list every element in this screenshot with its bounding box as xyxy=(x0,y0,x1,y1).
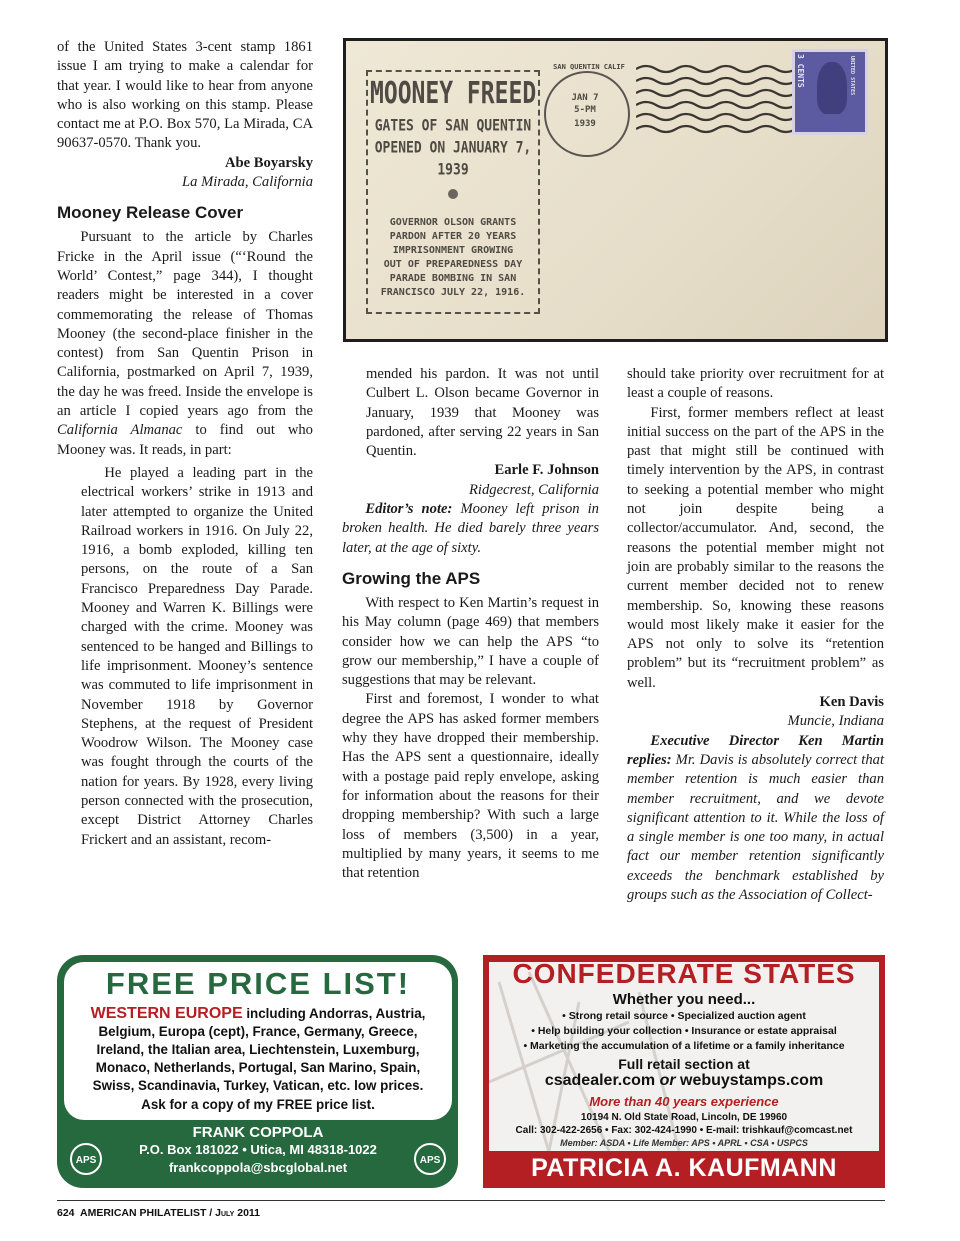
ad-coppola-title: FREE PRICE LIST! xyxy=(105,966,411,1001)
cachet-line: GATES OF SAN QUENTIN xyxy=(374,117,532,136)
ad-kaufmann-bullet: • Strong retail source • Specialized auction agent xyxy=(562,1010,806,1022)
ad-coppola-body: WESTERN EUROPE including Andorras, Austria, Belgium, Europa (cept), France, Germany, Greece, Ireland, the Italian area, Liechtenstein, Luxemburg, Monaco, Netherlands, Portugal, San Marino, Spain, Swiss, Scandinavia, Turkey, Vatican, etc. low prices. xyxy=(90,1005,426,1093)
cachet-line: PARDON AFTER 20 YEARS xyxy=(389,231,517,242)
page-footer xyxy=(57,1207,260,1219)
postmark-town: SAN QUENTIN CALIF xyxy=(553,63,625,71)
block-quote: He played a leading part in the electrical workers’ strike in 1913 and later attempted to organize the United Railroad workers in 1916. On July 22, 1916, a bomb exploded, killing ten persons, on the route of a San Francisco Preparedness Day Parade. Mooney and Warren K. Billings were charged with the crime. Mooney was sentenced to be hanged and Billings to life imprisonment. Mooney’s sentence was commuted to life imprisonment in November 1918 by Governor Stephens, at the request of President Woodrow Wilson. The Mooney case was fought through the courts of the nation for years. By 1928, every living person connected with the prosecution, except District Attorney Charles Frickert and an assistant, recom- xyxy=(81,464,313,848)
ad-coppola-address: P.O. Box 181022 • Utica, MI 48318-1022 xyxy=(139,1142,377,1157)
ad-kaufmann-sub: Whether you need... xyxy=(612,991,756,1008)
cachet-line: 1939 xyxy=(437,161,469,180)
three-cent-stamp: 3 CENTS UNITED STATES xyxy=(792,49,868,135)
signature-name: Earle F. Johnson xyxy=(494,462,599,479)
ad-kaufmann-member: Member: ASDA • Life Member: APS • APRL • CSA • USPCS xyxy=(560,1138,808,1148)
signature-place: La Mirada, California xyxy=(182,174,313,191)
ad-kaufmann-contact: Call: 302-422-2656 • Fax: 302-424-1990 • E-mail: trishkauf@comcast.net xyxy=(515,1125,853,1136)
issue-date: July 2011 xyxy=(215,1207,261,1219)
ad-kaufmann-bullet: • Marketing the accumulation of a lifetime or a family inheritance xyxy=(523,1040,845,1052)
letter-boyarsky-text: of the United States 3-cent stamp 1861 issue I am trying to make a calendar for that year. I would like to hear from anyone who is also working on this stamp. Please contact me at P.O. Box 570, La Mirada, CA 90637-0570. Thank you. xyxy=(57,39,313,152)
cachet-line: OPENED ON JANUARY 7, xyxy=(374,139,532,158)
block-quote-continued: mended his pardon. It was not until Culbert L. Olson became Governor in January, 1939 that Mooney was pardoned, after serving 22 years in San Quentin. xyxy=(366,366,599,460)
ad-coppola-ask: Ask for a copy of my FREE price list. xyxy=(141,1097,375,1112)
cachet-line: OUT OF PREPAREDNESS DAY xyxy=(383,259,523,270)
signature-name: Abe Boyarsky xyxy=(225,154,313,171)
column-3 xyxy=(627,365,884,905)
cachet-line: IMPRISONMENT GROWING xyxy=(392,245,514,256)
ad-coppola-name: FRANK COPPOLA xyxy=(192,1124,324,1141)
column-2 xyxy=(342,365,599,883)
cachet-dot xyxy=(448,189,458,199)
letter-davis-p2-cont: should take priority over recruitment for at least a couple of reasons. xyxy=(627,366,884,402)
signature-place: Muncie, Indiana xyxy=(787,713,884,730)
ad-kaufmann-address: 10194 N. Old State Road, Lincoln, DE 19960 xyxy=(580,1112,788,1123)
ad-kaufmann-title: CONFEDERATE STATES xyxy=(512,958,856,989)
stamp-portrait xyxy=(817,62,847,114)
postmark-year: 1939 xyxy=(574,119,596,129)
letter-davis-p2: First and foremost, I wonder to what degree the APS has asked former members why they have dropped their membership. Has the APS sent a questionnaire, ideally with a postage paid reply envelope, asking for information about the reasons for their dropping membership? With such a large loss of members (3,500) in a year, multiplied by many years, it seems to me that retention xyxy=(342,691,599,882)
editor-note: Editor’s note: Mooney left prison in broken health. He died barely three years later, at the age of sixty. xyxy=(342,501,599,556)
postmark-time: 5-PM xyxy=(574,105,596,115)
column-1 xyxy=(57,38,313,850)
page-number: 624 xyxy=(57,1207,75,1219)
signature-place: Ridgecrest, California xyxy=(469,481,599,498)
ad-kaufmann-sites: csadealer.com or webuystamps.com xyxy=(544,1072,824,1089)
ad-kaufmann-years: More than 40 years experience xyxy=(589,1094,779,1109)
signature-name: Ken Davis xyxy=(819,694,884,711)
footer-rule xyxy=(57,1200,885,1201)
postmark-date: JAN 7 xyxy=(571,93,599,103)
cachet-line: PARADE BOMBING IN SAN xyxy=(389,273,517,284)
aps-logo-icon: APS xyxy=(70,1143,102,1175)
ad-kaufmann-bullet: • Help building your collection • Insurance or estate appraisal xyxy=(531,1025,837,1037)
ad-kaufmann-name: PATRICIA A. KAUFMANN xyxy=(531,1154,837,1182)
section-heading-mooney: Mooney Release Cover xyxy=(57,203,244,223)
mooney-cover-photo xyxy=(343,38,888,342)
ad-coppola-email: frankcoppola@sbcglobal.net xyxy=(168,1160,348,1175)
ad-kaufmann-retail: Full retail section at xyxy=(618,1056,750,1072)
letter-johnson-text: Pursuant to the article by Charles Fricke in the April issue (“‘Round the World’ Contest,” page 344), I thought readers might be interested in a cover commemorating the release of Thomas Mooney (the second-place finisher in the contest) from San Quentin Prison in California, postmarked on April 7, 1939, the day he was freed. Inside the envelope is an article I copied years ago from the California Almanac to find out who Mooney was. It reads, in part: xyxy=(57,229,313,458)
cachet-line: FRANCISCO JULY 22, 1916. xyxy=(380,287,526,298)
postmark-cancel-lines xyxy=(636,63,796,143)
section-heading-growing: Growing the APS xyxy=(342,568,481,588)
director-reply: Executive Director Ken Martin replies: Mr. Davis is absolutely correct that member retention is much easier than member recruitment, and we devote significant attention to it. While the loss of a single member is one too many, in actual fact our member retention significantly exceeds the benchmark established by groups such as the Association of Collect- xyxy=(627,732,884,904)
aps-logo-icon: APS xyxy=(414,1143,446,1175)
cachet-line: MOONEY FREED xyxy=(370,77,537,111)
letter-davis-p1: With respect to Ken Martin’s request in his May column (page 469) that members consider how we can help the APS “to grow our membership,” I have a couple of suggestions that may be relevant. xyxy=(342,594,599,689)
cachet-line: GOVERNOR OLSON GRANTS xyxy=(389,217,517,228)
letter-davis-p3: First, former members reflect at least initial success on the part of the APS in the past that might still be continued with timely intervention by the APS, in contrast to seeking a potential member who might not join despite being a collector/accumulator. And, second, the reasons the potential member might not join are probably similar to the reasons the current member decided not to renew membership. So, knowing these reasons would most likely make it easier for the APS not only to solve its “retention problem” but its “recruitment problem” as well. xyxy=(627,404,884,691)
publication-name: AMERICAN PHILATELIST / xyxy=(79,1207,216,1219)
